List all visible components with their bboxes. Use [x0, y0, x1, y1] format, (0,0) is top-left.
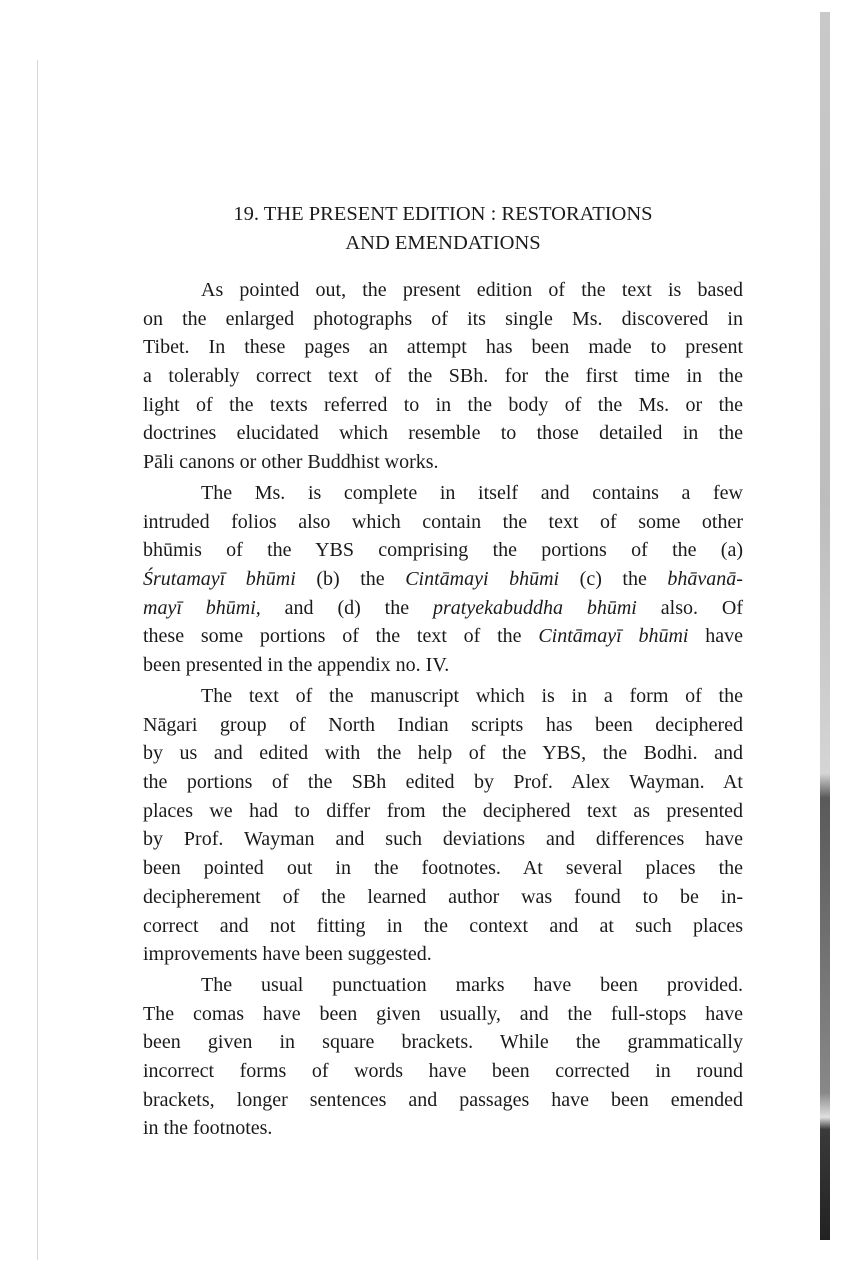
text-segment: Nāgari group of North Indian scripts has been deciphered — [143, 713, 743, 736]
text-segment: places we had to differ from the deciphered text as presented — [143, 799, 743, 822]
text-line — [143, 305, 743, 334]
text-line — [143, 651, 743, 680]
italic-term: bhāvanā- — [667, 568, 743, 591]
text-line — [143, 682, 743, 711]
text-line — [143, 508, 743, 537]
text-line — [143, 1028, 743, 1057]
text-line — [143, 391, 743, 420]
text-line — [143, 622, 743, 651]
italic-term: Cintāmayi bhūmi — [405, 568, 560, 591]
text-segment: been pointed out in the footnotes. At several places the — [143, 857, 743, 880]
text-segment: The usual punctuation marks have been provided. — [201, 974, 743, 996]
page-edge-left — [37, 60, 38, 1260]
text-line — [143, 1000, 743, 1029]
text-segment: (b) the — [295, 568, 406, 591]
text-segment: also. Of — [636, 596, 743, 619]
text-line — [143, 362, 743, 391]
paragraph-1 — [143, 276, 743, 477]
text-line — [143, 419, 743, 448]
text-segment: (c) the — [559, 568, 668, 591]
text-line — [143, 479, 743, 508]
text-line — [143, 1114, 743, 1143]
text-segment: have — [688, 625, 743, 648]
text-segment: intruded folios also which contain the text of some other — [143, 510, 743, 533]
section-heading-line-2: AND EMENDATIONS — [345, 232, 541, 254]
text-segment: light of the texts referred to in the body of the Ms. or the — [143, 393, 743, 416]
text-line — [143, 711, 743, 740]
text-segment: Pāli canons or other Buddhist works. — [143, 451, 439, 474]
text-line — [143, 1057, 743, 1086]
italic-term: Cintāmayī bhūmi — [538, 625, 689, 648]
section-heading-line-1: 19. THE PRESENT EDITION : RESTORATIONS — [233, 203, 653, 225]
text-line — [143, 565, 743, 594]
text-segment: correct and not fitting in the context and at such places — [143, 914, 743, 937]
text-line — [143, 797, 743, 826]
text-segment: decipherement of the learned author was found to be in- — [143, 885, 743, 908]
text-line — [143, 333, 743, 362]
italic-term: Śrutamayī bhūmi — [143, 568, 296, 591]
text-segment: and (d) the — [260, 596, 433, 619]
text-segment: As pointed out, the present edition of the text is based — [201, 279, 743, 301]
paragraph-4 — [143, 971, 743, 1143]
paragraph-3 — [143, 682, 743, 969]
text-line — [143, 854, 743, 883]
text-segment: The Ms. is complete in itself and contains a few — [201, 482, 743, 504]
text-segment: been given in square brackets. While the grammatically — [143, 1031, 743, 1054]
text-line — [143, 739, 743, 768]
text-segment: by us and edited with the help of the YBS, the Bodhi. and — [143, 742, 743, 765]
text-segment: bhūmis of the YBS comprising the portions of the (a) — [143, 539, 743, 562]
text-segment: been presented in the appendix no. IV. — [143, 654, 450, 677]
text-segment: improvements have been suggested. — [143, 943, 432, 966]
text-line — [143, 768, 743, 797]
text-line — [143, 883, 743, 912]
text-line — [143, 448, 743, 477]
text-segment: these some portions of the text of the — [143, 625, 539, 648]
italic-term: pratyekabuddha bhūmi — [433, 596, 637, 619]
text-segment: the portions of the SBh edited by Prof. Alex Wayman. At — [143, 771, 743, 794]
text-line — [143, 276, 743, 305]
text-segment: Tibet. In these pages an attempt has been made to present — [143, 336, 743, 359]
italic-term: mayī bhūmi, — [143, 596, 261, 619]
text-segment: brackets, longer sentences and passages have been emended — [143, 1088, 743, 1111]
text-segment: in the footnotes. — [143, 1117, 273, 1140]
text-line — [143, 825, 743, 854]
text-line — [143, 971, 743, 1000]
text-segment: doctrines elucidated which resemble to those detailed in the — [143, 422, 743, 445]
text-segment: The comas have been given usually, and the full-stops have — [143, 1002, 743, 1025]
text-line — [143, 912, 743, 941]
text-line — [143, 536, 743, 565]
text-line — [143, 940, 743, 969]
text-segment: by Prof. Wayman and such deviations and differences have — [143, 828, 743, 851]
text-line — [143, 594, 743, 623]
text-segment: a tolerably correct text of the SBh. for the first time in the — [143, 365, 743, 388]
text-segment: The text of the manuscript which is in a form of the — [201, 685, 743, 707]
text-segment: incorrect forms of words have been corrected in round — [143, 1060, 743, 1083]
text-line — [143, 1086, 743, 1115]
paragraph-2 — [143, 479, 743, 680]
page-binding-shadow — [820, 12, 830, 1240]
text-segment: on the enlarged photographs of its single Ms. discovered in — [143, 307, 743, 330]
